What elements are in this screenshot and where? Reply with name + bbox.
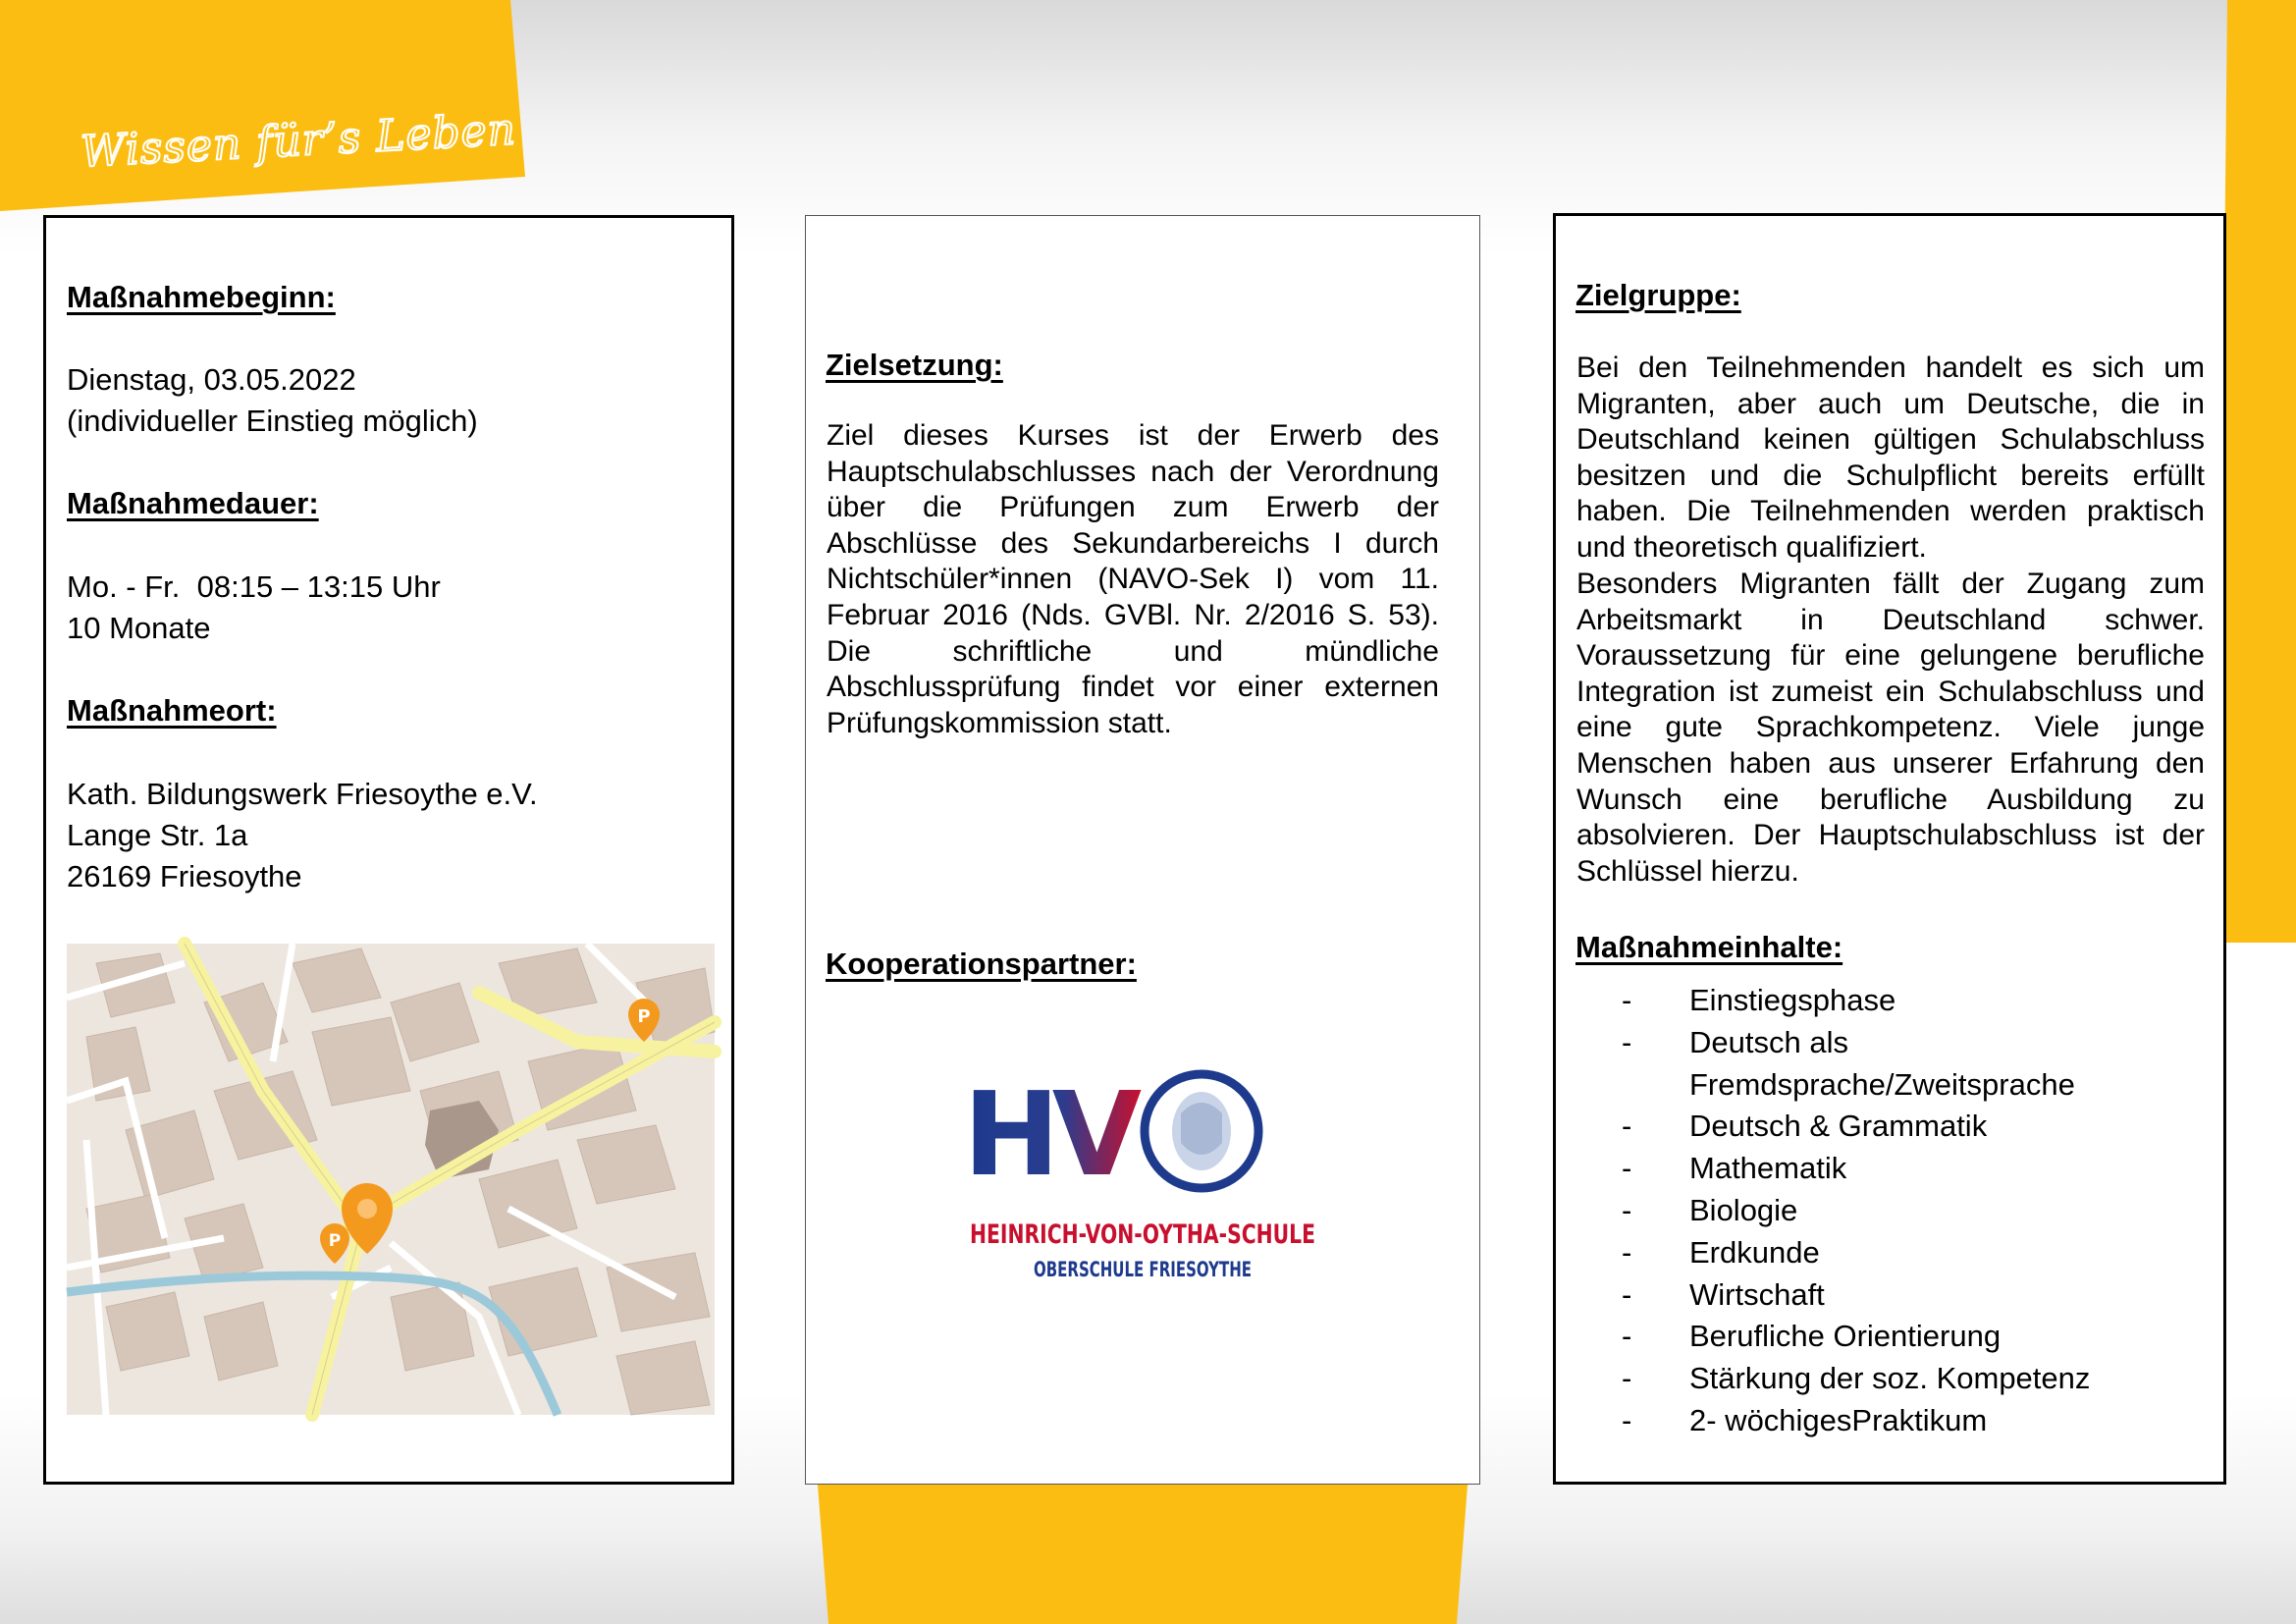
partner-logo <box>953 1066 1331 1292</box>
partner-heading: Kooperationspartner: <box>826 947 1137 981</box>
slogan: Wissen für’s Leben <box>79 104 518 178</box>
list-item-label: Einstiegsphase <box>1689 983 1896 1017</box>
duration-heading: Maßnahmedauer: <box>67 486 319 520</box>
address-line1: Kath. Bildungswerk Friesoythe e.V. <box>67 777 538 811</box>
list-item-label: Deutsch & Grammatik <box>1689 1109 1988 1144</box>
logo-school-name: HEINRICH-VON-OYTHA-SCHULE <box>970 1219 1315 1250</box>
list-item <box>1622 1358 2214 1400</box>
list-item <box>1622 1316 2214 1358</box>
list-item <box>1622 1274 2214 1317</box>
list-item-label: Erdkunde <box>1689 1234 1820 1270</box>
list-item-label: 2- wöchigesPraktikum <box>1689 1402 1988 1437</box>
logo-school-subtitle: OBERSCHULE FRIESOYTHE <box>1034 1258 1252 1281</box>
logo-letters: HV <box>963 1066 1135 1202</box>
goal-text: Ziel dieses Kurses ist der Erwerb des Hauptschulabschlusses nach der Verordnung über die Prüfungen zum Erwerb der Abschlüsse des Sekundarbereichs I durch Nichtschüler*innen (NAVO-Sek I) vom 11. Februar 2016 (Nds. GVBl. Nr. 2/2016 S. 53). Die schriftliche und mündliche Abschlussprüfung findet vor einer externen Prüfungskommission statt. <box>827 419 1439 739</box>
panel-left <box>43 215 734 1485</box>
panel-middle <box>805 215 1480 1485</box>
begin-date: Dienstag, 03.05.2022 <box>67 362 356 397</box>
location-map[interactable] <box>67 944 715 1415</box>
list-dash: - <box>1622 1192 1632 1227</box>
location-heading: Maßnahmeort: <box>67 693 277 728</box>
list-dash: - <box>1622 1151 1632 1186</box>
map-graphic <box>67 944 715 1415</box>
svg-text:P: P <box>637 1006 651 1027</box>
corner-tab-decoration <box>0 0 525 211</box>
list-dash: - <box>1622 1276 1632 1312</box>
duration-time: Mo. - Fr. 08:15 – 13:15 Uhr <box>67 569 441 604</box>
bottom-stripe-decoration <box>817 1473 1468 1624</box>
list-item <box>1622 1400 2214 1442</box>
panel-right <box>1553 213 2226 1485</box>
target-text-2: Besonders Migranten fällt der Zugang zum Arbeitsmarkt in Deutschland schwer. Voraussetzung für eine gelungene berufliche Integration ist zumeist ein Schulabschluss und eine gute Sprachkompetenz. Viele junge Menschen haben aus unserer Erfahrung den Wunsch eine berufliche Ausbildung zu absolvieren. Der Hauptschulabschluss ist der Schlüssel hierzu. <box>1576 568 2205 888</box>
target-text: Bei den Teilnehmenden handelt es sich um Migranten, aber auch um Deutsche, die in Deutschland keinen gültigen Schulabschluss besitzen und die Schulpflicht bereits erfüllt haben. Die Teilnehmenden werden praktisch und theoretisch qualifiziert. <box>1576 352 2205 564</box>
address-line2: Lange Str. 1a <box>67 818 248 852</box>
hvo-logo-graphic <box>953 1066 1331 1292</box>
list-item <box>1622 980 2214 1022</box>
list-dash: - <box>1622 1402 1632 1437</box>
duration-months: 10 Monate <box>67 611 211 645</box>
list-item-label: Stärkung der soz. Kompetenz <box>1689 1361 2091 1396</box>
svg-text:P: P <box>328 1231 342 1251</box>
content-list <box>1622 980 2214 1442</box>
content-heading: Maßnahmeinhalte: <box>1575 930 1843 964</box>
list-item-label: Mathematik <box>1689 1151 1847 1186</box>
list-item <box>1622 1106 2214 1148</box>
list-dash: - <box>1622 1234 1632 1270</box>
right-stripe-decoration <box>2217 0 2296 943</box>
list-dash: - <box>1622 1024 1632 1059</box>
list-item-label: Wirtschaft <box>1689 1276 1825 1312</box>
target-heading: Zielgruppe: <box>1575 278 1741 312</box>
list-dash: - <box>1622 983 1632 1017</box>
address-line3: 26169 Friesoythe <box>67 859 302 893</box>
list-item <box>1622 1148 2214 1190</box>
list-item-label: Deutsch als Fremdsprache/Zweitsprache <box>1689 1024 2075 1102</box>
list-item <box>1622 1190 2214 1232</box>
goal-heading: Zielsetzung: <box>826 348 1003 382</box>
list-dash: - <box>1622 1319 1632 1354</box>
list-item-label: Berufliche Orientierung <box>1689 1319 2002 1354</box>
list-dash: - <box>1622 1361 1632 1396</box>
list-item <box>1622 1232 2214 1274</box>
list-item <box>1622 1022 2214 1107</box>
begin-note: (individueller Einstieg möglich) <box>67 404 478 438</box>
list-item-label: Biologie <box>1689 1192 1798 1227</box>
list-dash: - <box>1622 1109 1632 1144</box>
begin-heading: Maßnahmebeginn: <box>67 280 336 314</box>
